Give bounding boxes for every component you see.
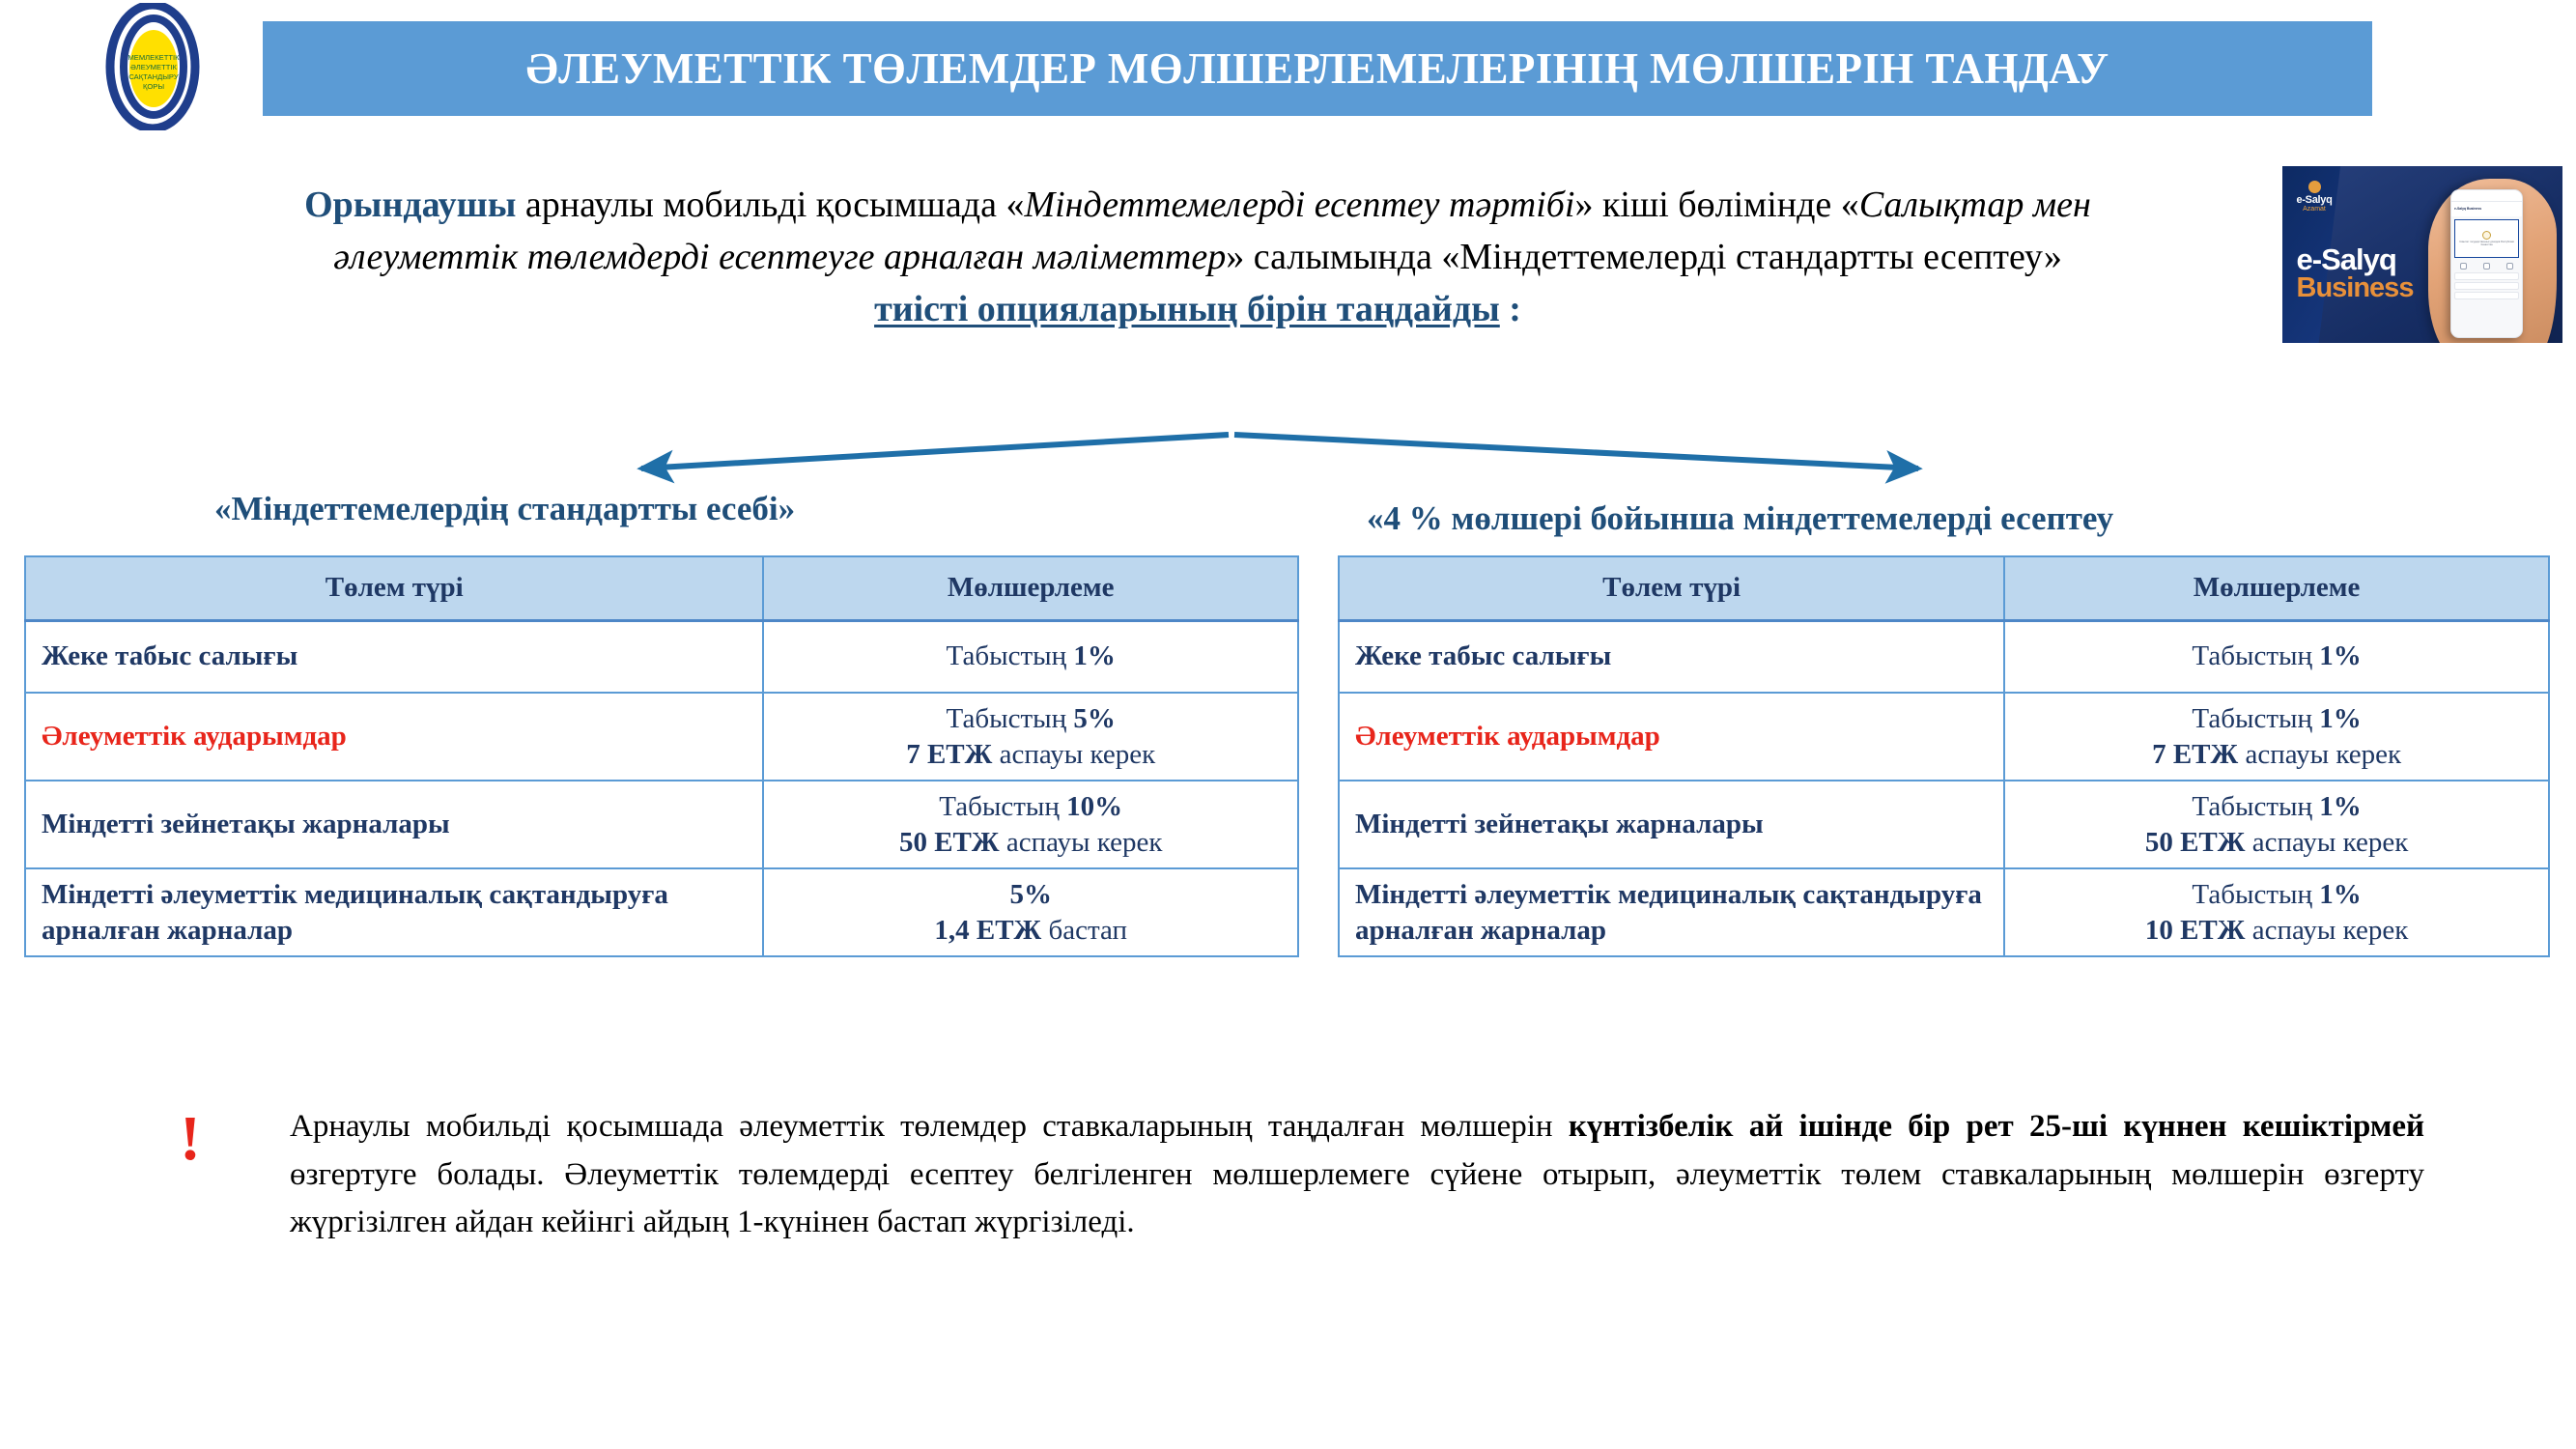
logo-line-1: МЕМЛЕКЕТТІК xyxy=(127,53,180,62)
phone-app-title: e-Salyq Business xyxy=(2454,207,2482,212)
rate-value: 1% xyxy=(1073,640,1116,672)
four-percent-calculation-rates-table xyxy=(1338,555,2550,957)
intro-underlined-call-to-action: тиісті опцияларының бірін таңдайды xyxy=(874,288,1500,329)
table-row xyxy=(1339,868,2549,956)
table-header-row xyxy=(1339,556,2549,620)
rate-cell xyxy=(2004,781,2549,868)
table-row xyxy=(1339,693,2549,781)
phone-quick-actions xyxy=(2451,261,2522,271)
rate-value: 1% xyxy=(2319,640,2362,672)
promo-phone-mockup xyxy=(2450,189,2523,338)
phone-hero-card xyxy=(2454,219,2519,257)
rate-limit: 7 ЕТЖ xyxy=(2152,738,2239,770)
table-row xyxy=(1339,781,2549,868)
logo-line-2: ӘЛЕУМЕТТІК xyxy=(130,63,177,71)
table-row xyxy=(25,868,1298,956)
page-title: ӘЛЕУМЕТТІК ТӨЛЕМДЕР МӨЛШЕРЛЕМЕЛЕРІНІҢ МӨЛШЕРІН ТАҢДАУ xyxy=(525,44,2109,93)
intro-text-1: арнаулы мобильді қосымшада « xyxy=(516,185,1025,225)
promo-brand-top-sub: Azamat xyxy=(2303,205,2326,213)
history-icon xyxy=(2483,263,2490,270)
promo-brand-top: e-Salyq xyxy=(2296,193,2333,206)
column-header-payment-type: Төлем түрі xyxy=(25,556,763,620)
payment-type-cell: Міндетті әлеуметтік медициналық сақтандыруға арналған жарналар xyxy=(1339,868,2004,956)
rate-value: 5% xyxy=(1073,703,1116,734)
clock-icon xyxy=(2460,263,2467,270)
warning-exclamation-icon: ! xyxy=(180,1103,201,1174)
rate-prefix: Табыстың xyxy=(946,703,1074,734)
table-row xyxy=(25,781,1298,868)
rate-cell xyxy=(2004,868,2549,956)
promo-brand-mark xyxy=(2297,181,2333,213)
rate-limit-suffix: аспауы керек xyxy=(2245,914,2409,946)
list-item xyxy=(2454,282,2519,290)
rate-value: 10% xyxy=(1066,791,1123,823)
emblem-icon xyxy=(2482,231,2491,240)
table-header-row xyxy=(25,556,1298,620)
intro-text-3: » салымында «Міндеттемелерді стандартты есептеу» xyxy=(1226,236,2062,277)
list-item xyxy=(2454,272,2519,280)
rate-cell xyxy=(763,868,1298,956)
rate-limit-suffix: аспауы керек xyxy=(2238,738,2402,770)
intro-colon: : xyxy=(1499,288,1521,329)
payment-type-cell: Жеке табыс салығы xyxy=(25,620,763,693)
note-text-2: өзгертуге болады. Әлеуметтік төлемдерді есептеу белгіленген мөлшерлемеге сүйене отырып, әлеуметтік төлем ставкаларының мөлшерін өзгерту жүргізілген айдан кейінгі айдың 1-күнінен бастап жүргізіледі. xyxy=(290,1156,2424,1239)
rate-value: 1% xyxy=(2319,791,2362,823)
salyq-emblem-icon xyxy=(2308,181,2321,193)
rate-prefix: Табыстың xyxy=(2192,703,2320,734)
rate-cell xyxy=(2004,693,2549,781)
rate-prefix: Табыстың xyxy=(2192,791,2320,823)
payment-type-cell: Әлеуметтік аударымдар xyxy=(25,693,763,781)
table-row xyxy=(25,620,1298,693)
payment-type-cell: Міндетті зейнетақы жарналары xyxy=(25,781,763,868)
standard-calculation-rates-table xyxy=(24,555,1299,957)
rate-limit-suffix: аспауы керек xyxy=(999,826,1163,858)
rate-limit: 7 ЕТЖ xyxy=(906,738,993,770)
intro-italic-2: Салықтар мен әлеуметтік төлемдерді есептеуге арналған мәліметтер xyxy=(333,185,2091,277)
rate-cell xyxy=(2004,620,2549,693)
phone-app-bar xyxy=(2451,202,2522,216)
intro-paragraph xyxy=(290,180,2106,336)
rate-prefix: Табыстың xyxy=(2192,879,2320,911)
promo-headline-line2: Business xyxy=(2296,272,2414,304)
payment-type-cell: Міндетті әлеуметтік медициналық сақтандыруға арналған жарналар xyxy=(25,868,763,956)
option-heading-standard: «Міндеттемелердің стандартты есебі» xyxy=(214,490,796,527)
footer-note xyxy=(290,1103,2424,1247)
rate-limit: 1,4 ЕТЖ xyxy=(934,914,1042,946)
payment-type-cell: Жеке табыс салығы xyxy=(1339,620,2004,693)
rate-value: 5% xyxy=(1009,879,1052,911)
calendar-icon xyxy=(2506,263,2513,270)
intro-text-2: » кіші бөлімінде « xyxy=(1574,185,1859,225)
note-text-1: Арнаулы мобильді қосымшада әлеуметтік төлемдер ставкаларының таңдалған мөлшерін xyxy=(290,1109,1569,1144)
fund-logo xyxy=(90,3,215,130)
column-header-payment-type: Төлем түрі xyxy=(1339,556,2004,620)
rate-prefix: Табыстың xyxy=(2192,640,2320,672)
column-header-rate: Мөлшерлеме xyxy=(2004,556,2549,620)
table-row xyxy=(25,693,1298,781)
phone-service-list xyxy=(2451,271,2522,300)
note-bold-deadline: күнтізбелік ай ішінде бір рет 25-ші күннен кешіктірмей xyxy=(1568,1109,2424,1144)
rate-value: 1% xyxy=(2319,879,2362,911)
promo-headline-line1: e-Salyq xyxy=(2296,242,2396,276)
intro-italic-1: Міндеттемелерді есептеу тәртібі xyxy=(1024,185,1575,225)
column-header-rate: Мөлшерлеме xyxy=(763,556,1298,620)
rate-value: 1% xyxy=(2319,703,2362,734)
rate-limit: 50 ЕТЖ xyxy=(2144,826,2246,858)
table-row xyxy=(1339,620,2549,693)
option-heading-four-percent: «4 % мөлшері бойынша міндеттемелерді есептеу xyxy=(1367,499,2114,537)
rate-limit-suffix: аспауы керек xyxy=(992,738,1156,770)
rate-cell xyxy=(763,693,1298,781)
e-salyq-business-promo-image xyxy=(2282,166,2562,343)
rate-limit-suffix: аспауы керек xyxy=(2245,826,2409,858)
rate-prefix: Табыстың xyxy=(939,791,1067,823)
phone-card-caption: Комитет государственных доходов Республики Казахстан xyxy=(2459,240,2514,246)
payment-type-cell: Міндетті зейнетақы жарналары xyxy=(1339,781,2004,868)
header-banner xyxy=(263,21,2372,116)
promo-headline xyxy=(2297,244,2414,303)
rate-cell xyxy=(763,620,1298,693)
rate-limit-suffix: бастап xyxy=(1041,914,1128,946)
list-item xyxy=(2454,292,2519,299)
rate-cell xyxy=(763,781,1298,868)
intro-lead: Орындаушы xyxy=(304,185,517,225)
logo-line-3: САҚТАНДЫРУ xyxy=(128,72,179,81)
logo-line-4: ҚОРЫ xyxy=(142,82,165,91)
rate-limit: 50 ЕТЖ xyxy=(898,826,1000,858)
rate-limit: 10 ЕТЖ xyxy=(2144,914,2246,946)
payment-type-cell: Әлеуметтік аударымдар xyxy=(1339,693,2004,781)
phone-status-bar xyxy=(2451,190,2522,202)
rate-prefix: Табыстың xyxy=(946,640,1074,672)
